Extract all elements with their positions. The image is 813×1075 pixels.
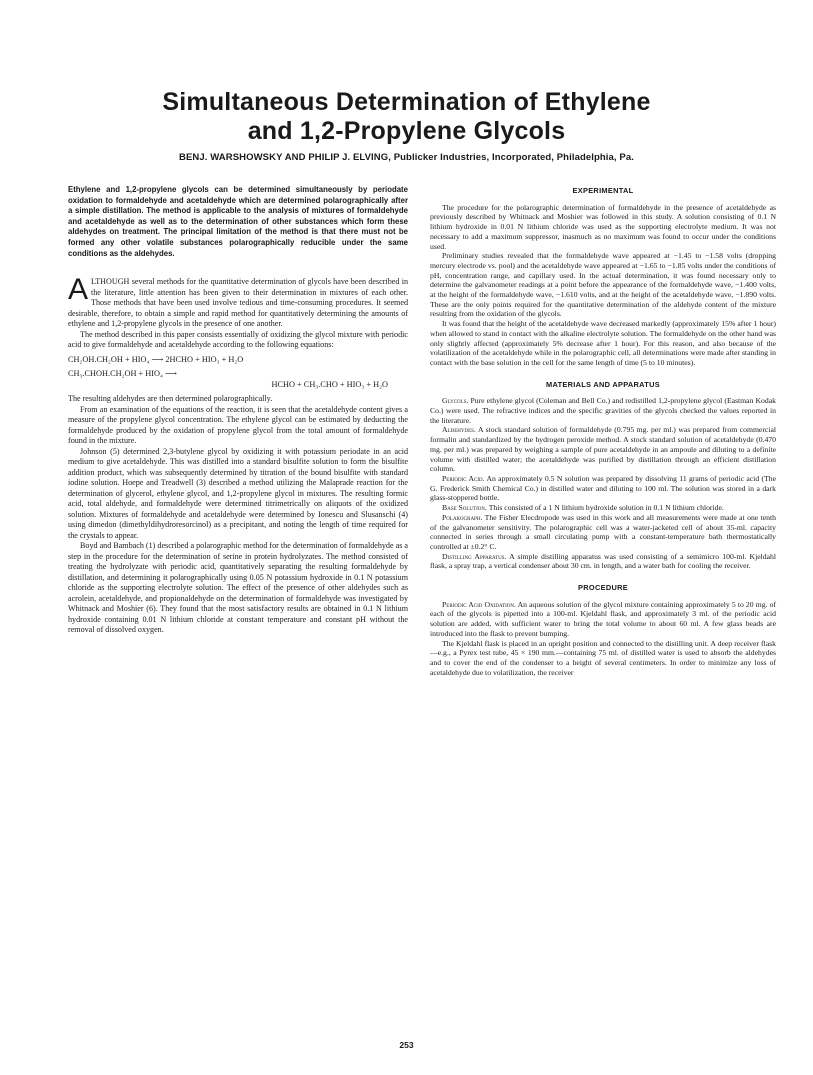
glycols-paragraph <box>430 396 776 425</box>
polarograph-text: The Fisher Elecdropode was used in this work and all measurements were made at one tenth of the galvanometer sensitivity. The polarographic cell was a water-jacketed cell of about 35-ml. capacity connected in series through a small circulating pump with a constant-temperature bath thermostatically controlled at ±0.2° C. <box>430 512 776 551</box>
equation-propylene <box>68 369 408 390</box>
procedure-paragraph-1 <box>430 600 776 639</box>
title-line-1: Simultaneous Determination of Ethylene <box>162 88 651 116</box>
left-column <box>68 185 408 636</box>
equation-propylene-line-2: HCHO + CH₃.CHO + HIO₃ + H₂O <box>271 379 388 389</box>
heading-materials: MATERIALS AND APPARATUS <box>546 379 660 389</box>
heading-experimental: EXPERIMENTAL <box>572 186 634 195</box>
right-column <box>430 186 776 677</box>
base-solution-label: Base Solution. <box>442 503 487 513</box>
polarograph-paragraph <box>430 513 776 552</box>
procedure-label: Periodic Acid Oxidation. <box>442 599 516 609</box>
method-paragraph: The method described in this paper consists essentially of oxidizing the glycol mixture with periodic acid to give formaldehyde and acetaldehyde according to the following equations: <box>68 329 408 350</box>
aldehydes-paragraph: The resulting aldehydes are then determined polarographically. <box>68 394 273 404</box>
drop-cap: A <box>68 273 89 307</box>
experimental-paragraph-3: It was found that the height of the acetaldehyde wave decreased markedly (approximately 15% after 1 hour) when allowed to stand in contact with the alkaline electrolyte solution. The formaldehyde on the other hand was only slightly affected (approximately 5% decrease after 1 hour). For this reason, and also because of the volatilization of the acetaldehyde while in the polarographic cell, all determinations were made after standing in contact with the base solution in the cell for the same length of time (5 to 10 minutes). <box>430 319 776 367</box>
base-solution-text: This consisted of a 1 N lithium hydroxide solution in 0.1 N lithium chloride. <box>486 503 724 513</box>
equation-ethylene: CH₂OH.CH₂OH + HIO₄ ⟶ 2HCHO + HIO₃ + H₂O <box>68 354 244 364</box>
abstract: Ethylene and 1,2-propylene glycols can be determined simultaneously by periodate oxidation to formaldehyde and acetaldehyde which are determined polarographically after a simple distillation. The method is applicable to the analysis of mixtures of formaldehyde and acetaldehyde as well as to the determination of other substances which form these aldehydes on treatment. The principal limitation of the method is that there must not be formed any other volatile substances polarographically reducible under the same conditions as the aldehydes. <box>68 185 408 258</box>
distilling-label: Distilling Apparatus. <box>442 551 507 561</box>
boyd-paragraph: Boyd and Bambach (1) described a polarographic method for the determination of formaldehyde as a step in the procedure for the determination of serine in protein hydrolyzates. The method consisted of treating the hydrolyzate with periodic acid, quantitatively separating the resulting formaldehyde by distillation, and determining it polarographically using 0.05 N potassium hydroxide in 0.1 N potassium chloride as the supporting electrolyte solution. The effect of the presence of other aldehydes such as acrolein, acetaldehyde, and propionaldehyde on the determination of formaldehyde was investigated by Whitnack and Moshier (6). They found that the most satisfactory results are obtained in 0.1 N lithium hydroxide containing 0.01 N lithium chloride at constant temperature and constant pH without the removal of dissolved oxygen. <box>68 541 408 635</box>
polarograph-label: Polarograph. <box>442 512 483 522</box>
base-solution-paragraph <box>430 503 776 513</box>
page-number: 253 <box>399 1040 414 1050</box>
experimental-paragraph-1: The procedure for the polarographic determination of formaldehyde in the presence of acetaldehyde as previously described by Whitnack and Moshier was followed in this study. A solution consisting of 0.1 N lithium hydroxide in 0.01 N lithium chloride was used as the supporting electrolyte medium. It was not necessary to add a maximum suppressor, inasmuch as no maximum was found to occur under the conditions used. <box>430 202 776 251</box>
intro-text: LTHOUGH several methods for the quantitative determination of glycols have been described in the literature, little attention has been given to their determination in mixtures of each other. Those methods that have been used involve tedious and time-consuming procedures. It seemed desirable, therefore, to obtain a simple and rapid method for quantitatively determining the amounts of ethylene and 1,2-propylene glycols in the presence of one another. <box>68 277 408 329</box>
intro-paragraph <box>68 273 408 330</box>
author-line: BENJ. WARSHOWSKY AND PHILIP J. ELVING, Publicker Industries, Incorporated, Philadelphia, Pa. <box>179 152 634 163</box>
johnson-paragraph: Johnson (5) determined 2,3-butylene glycol by oxidizing it with potassium periodate in an acid medium to give acetaldehyde. This was distilled into a standard bisulfite solution to form the bisulfite addition product, which was subsequently determined by titration of the bound bisulfite with standard iodine solution. Hoepe and Treadwell (3) described a method utilizing the Malaprade reaction for the determination of glycerol, ethylene glycol, and 1,2-propylene glycol in mixtures. The resulting formic acid, total aldehyde, and formaldehyde were determined titrimetrically on aliquots of the oxidized solution. Mixtures of formaldehyde and acetaldehyde were determined by Ionescu and Slusanschi (4) using dimedon (dimethyldihydroresorcinol) as a precipitant, and noting the length of time required for the crystals to appear. <box>68 446 408 540</box>
equations-paragraph: From an examination of the equations of the reaction, it is seen that the acetaldehyde content gives a measure of the propylene glycol concentration. The ethylene glycol can be estimated by deducting the formaldehyde produced by the oxidation of propylene glycol from the total amount of formaldehyde found in the mixture. <box>68 404 408 446</box>
glycols-text: Pure ethylene glycol (Coleman and Bell Co.) and redistilled 1,2-propylene glycol (Eastman Kodak Co.) were used. The refractive indices and the specific gravities of the glycols checked the values reported in the literature. <box>430 396 776 425</box>
heading-procedure: PROCEDURE <box>578 583 628 593</box>
periodic-acid-label: Periodic Acid. <box>442 473 485 483</box>
glycols-label: Glycols. <box>442 396 469 406</box>
aldehydes-text: A stock standard solution of formaldehyde (0.795 mg. per ml.) was prepared from commercial formalin and standardized by the hydrogen peroxide method. A stock standard solution of acetaldehyde (0.470 mg. per ml.) was prepared by weighing a sample of pure acetaldehyde in an ampoule and diluting to a definite volume with distilled water; the acetaldehyde was purified by distillation through an efficient distillation column. <box>430 425 776 474</box>
experimental-paragraph-2: Preliminary studies revealed that the formaldehyde wave appeared at −1.45 to −1.58 volts (dropping mercury electrode vs. pool) and the acetaldehyde wave appeared at −1.65 to −1.85 volts under the conditions of pH, concentration range, and capillary used. In the actual determination, it was found necessary only to determine the galvanometer readings at a point before the appearance of the formaldehyde wave, −1.400 volts, at the height of the formaldehyde wave, −1.610 volts, and at the height of the acetaldehyde wave, −1.890 volts. These are the only points required for the quantitative determination of the aldehyde content of the mixture resulting from the oxidation of the glycols. <box>430 251 776 319</box>
equation-propylene-line-1: CH₃.CHOH.CH₂OH + HIO₄ ⟶ <box>68 369 177 379</box>
procedure-paragraph-2: The Kjeldahl flask is placed in an upright position and connected to the distilling unit. A deep receiver flask—e.g., a Pyrex test tube, 45 × 190 mm.—containing 75 ml. of distilled water is used to absorb the aldehydes and to cover the end of the condenser to a height of several centimeters. In order to minimize any loss of acetaldehyde due to volatilization, the receiver <box>430 638 776 677</box>
article-title <box>0 88 813 146</box>
periodic-acid-paragraph <box>430 474 776 503</box>
aldehydes-materials-paragraph <box>430 425 776 474</box>
title-line-2: and 1,2-Propylene Glycols <box>247 117 566 145</box>
aldehydes-label: Aldehydes. <box>442 425 476 435</box>
procedure-text: An aqueous solution of the glycol mixture containing approximately 5 to 20 mg. of each of the glycols is pipetted into a 100-ml. Kjeldahl flask, and approximately 3 ml. of the periodic acid solution are added, with sufficient water to bring the total volume to about 60 ml. A few glass beads are introduced into the flask to prevent bumping. <box>430 599 776 638</box>
distilling-text: A simple distilling apparatus was used consisting of a semimicro 100-ml. Kjeldahl flask, a spray trap, a vertical condenser about 30 cm. in length, and a water bath for cooling the receiver. <box>430 551 776 571</box>
periodic-acid-text: An approximately 0.5 N solution was prepared by dissolving 11 grams of periodic acid (The G. Frederick Smith Chemical Co.) in distilled water and diluting to 100 ml. The solution was stored in a dark glass-stoppered bottle. <box>430 473 776 503</box>
distilling-paragraph <box>430 552 776 571</box>
